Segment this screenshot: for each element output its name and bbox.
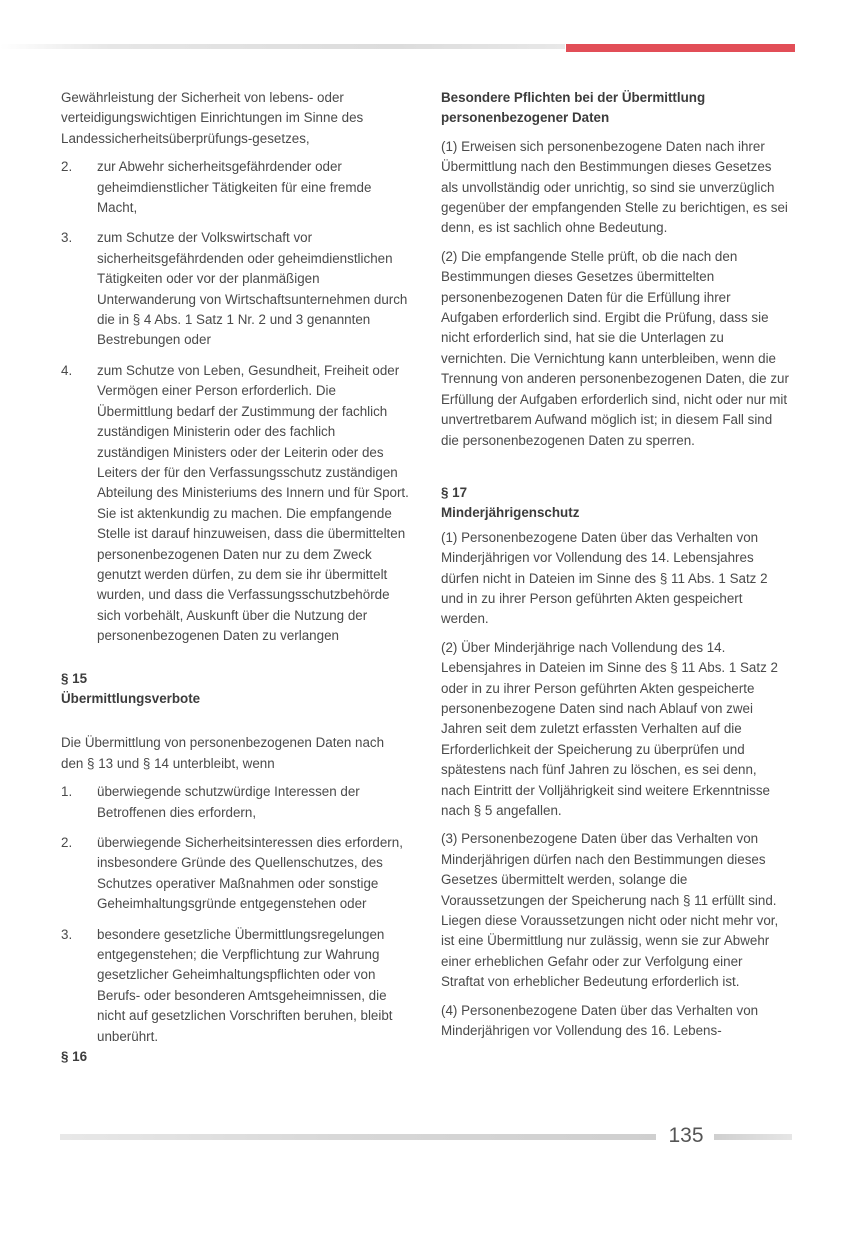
section-title: Minderjährigenschutz	[441, 505, 580, 521]
list-text: zum Schutze der Volkswirtschaft vor sicherheitsgefährdenden oder geheimdienstlichen Tätigkeiten oder vor der planmäßigen Unterwanderung von Wirtschaftsunternehmen durch die in § 4 Abs. 1 Satz 1 Nr. 2 und 3 genannten Bestrebungen oder	[97, 230, 408, 348]
paragraph: (1) Personenbezogene Daten über das Verhalten von Minderjährigen vor Vollendung des 14. Lebensjahres dürfen nicht in Dateien im Sinne des § 11 Abs. 1 Satz 2 und in zu ihrer Person geführten Akten gespeichert werden.	[441, 529, 768, 627]
list-item	[61, 228, 409, 350]
list-number: 4.	[61, 362, 73, 378]
section-number: § 16	[61, 1049, 88, 1065]
paragraph: (1) Erweisen sich personenbezogene Daten nach ihrer Übermittlung nach den Bestimmungen dieses Gesetzes als unvollständig oder unrichtig, so sind sie unverzüglich gegenüber der empfangenden Stelle zu berichtigen, es sei denn, es ist sachlich ohne Bedeutung.	[441, 138, 788, 236]
page-number: 135	[668, 1124, 704, 1147]
list-number: 3.	[61, 230, 73, 246]
section-number: § 15	[61, 670, 88, 686]
list-item	[61, 361, 409, 647]
list-item	[61, 157, 409, 218]
list-item	[61, 782, 409, 823]
right-column	[441, 88, 789, 1049]
list-text: zur Abwehr sicherheitsgefährdender oder geheimdienstlicher Tätigkeiten für eine fremde Macht,	[97, 159, 372, 216]
section-title: Übermittlungsverbote	[61, 690, 201, 706]
section-title: Besondere Pflichten bei der Übermittlung personenbezogener Daten	[441, 90, 706, 126]
list-text: überwiegende schutzwürdige Interessen der Betroffenen dies erfordern,	[97, 784, 360, 820]
left-column	[61, 88, 409, 1067]
list-number: 2.	[61, 835, 73, 850]
paragraph: (4) Personenbezogene Daten über das Verhalten von Minderjährigen vor Vollendung des 16. Lebens-	[441, 1002, 759, 1039]
paragraph: (2) Über Minderjährige nach Vollendung des 14. Lebensjahres in Dateien im Sinne des § 11 Abs. 1 Satz 2 oder in zu ihrer Person geführten Akten gespeicherte personenbezogene Daten sind nach Ablauf von zwei Jahren seit dem zuletzt erfassten Verhalten auf die Erforderlichkeit der Speicherung zu überprüfen und spätestens nach fünf Jahren zu löschen, es sei denn, nach Eintritt der Volljährigkeit sind weitere Erkenntnisse nach § 5 angefallen.	[441, 639, 778, 818]
list-number: 3.	[61, 926, 73, 942]
section-intro: Die Übermittlung von personenbezogenen Daten nach den § 13 und § 14 unterbleibt, wenn	[61, 735, 385, 771]
list-text: zum Schutze von Leben, Gesundheit, Freiheit oder Vermögen einer Person erforderlich. Die Übermittlung bedarf der Zustimmung der fachlich zuständigen Ministerin oder des fachlich zuständigen Ministers oder der Leiterin oder des Leiters der für den Verfassungsschutz zuständigen Abteilung des Ministeriums des Innern und für Sport. Sie ist aktenkundig zu machen. Die empfangende Stelle ist darauf hinzuweisen, dass die übermittelten personenbezogenen Daten nur zu dem Zweck genutzt werden dürfen, zu dem sie ihr übermittelt wurden, und dass die Verfassungsschutzbehörde sich vorbehält, Auskunft über die Nutzung der personenbezogenen Daten zu verlangen	[97, 362, 409, 644]
paragraph: (3) Personenbezogene Daten über das Verhalten von Minderjährigen dürfen nach den Bestimmungen dieses Gesetzes übermittelt werden, solange die Voraussetzungen der Speicherung nach § 11 erfüllt sind. Liegen diese Voraussetzungen nicht oder nicht mehr vor, ist eine Übermittlung nur zulässig, wenn sie zur Abwehr einer erheblichen Gefahr oder zur Verfolgung einer Straftat von erheblicher Bedeutung erforderlich ist.	[441, 831, 779, 990]
list-item	[61, 833, 409, 915]
continued-paragraph: Gewährleistung der Sicherheit von lebens- oder verteidigungswichtigen Einrichtungen im Sinne des Landessicherheitsüberprüfungs-gesetzes,	[61, 90, 364, 146]
list-text: besondere gesetzliche Übermittlungsregelungen entgegenstehen; die Verpflichtung zur Wahrung gesetzlicher Geheimhaltungspflichten oder von Berufs- oder besonderen Amtsgeheimnissen, die nicht auf gesetzlichen Vorschriften beruhen, bleibt unberührt.	[97, 926, 393, 1044]
footer-rule-right	[714, 1134, 792, 1140]
section-number: § 17	[441, 484, 468, 500]
list-number: 1.	[61, 784, 73, 800]
list-text: überwiegende Sicherheitsinteressen dies erfordern, insbesondere Gründe des Quellenschutzes, des Schutzes operativer Maßnahmen oder sonstige Geheimhaltungsgründe entgegenstehen oder	[97, 835, 403, 912]
list-item	[61, 925, 409, 1047]
list-number: 2.	[61, 159, 73, 175]
paragraph: (2) Die empfangende Stelle prüft, ob die nach den Bestimmungen dieses Gesetzes übermittelten personenbezogenen Daten für die Erfüllung ihrer Aufgaben erforderlich sind. Ergibt die Prüfung, dass sie nicht erforderlich sind, hat sie die Unterlagen zu vernichten. Die Vernichtung kann unterbleiben, wenn die Trennung von anderen personenbezogenen Daten, die zur Erfüllung der Aufgaben erforderlich sind, nicht oder nur mit unvertretbarem Aufwand möglich ist; in diesem Fall sind die personenbezogenen Daten zu sperren.	[441, 248, 789, 448]
footer-rule	[60, 1134, 656, 1140]
header-rule	[0, 44, 565, 49]
header-accent-bar	[566, 44, 795, 52]
